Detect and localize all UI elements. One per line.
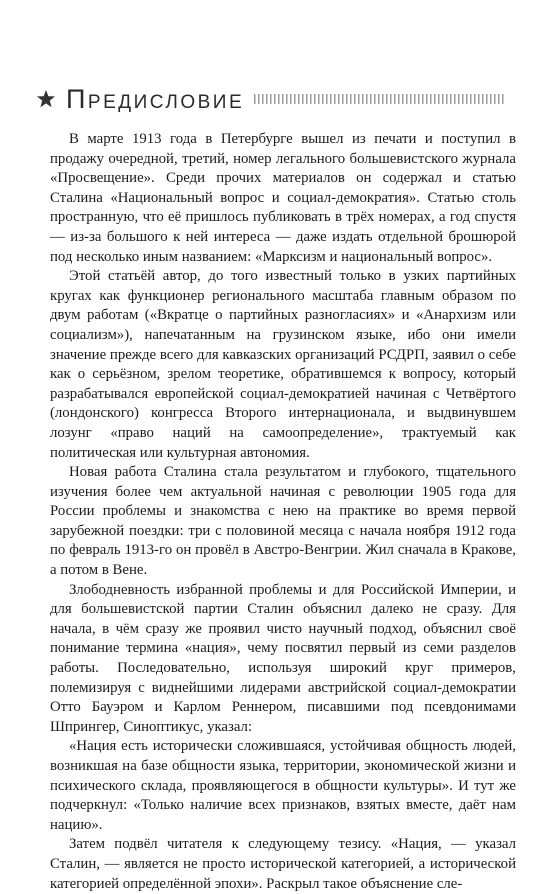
paragraph: Затем подвёл читателя к следующему тезису. «Нация, — указал Сталин, — является не просто исторической категорией, а исторической категорией определённой эпохи». Раскрыл такое объяснение сле- — [50, 836, 516, 892]
chapter-heading — [36, 84, 506, 114]
decorative-rule — [254, 94, 506, 104]
paragraph: Новая работа Сталина стала результатом и глубокого, тщательного изучения более чем актуальной начиная с революции 1905 года для России проблемы и знакомства с нею на практике во время первой зарубежной поездки: три с половиной месяца с начала ноября 1912 года по февраль 1913-го он провёл в Австро-Венгрии. Жил сначала в Кракове, а потом в Вене. — [50, 464, 516, 579]
star-icon — [36, 89, 56, 109]
paragraph: В марте 1913 года в Петербурге вышел из печати и поступил в продажу очередной, третий, номер легального большевистского журнала «Просвещение». Среди прочих материалов он содержал и статью Сталина «Национальный вопрос и социал-демократия». Статью столь пространную, что её пришлось публиковать в трёх номерах, а год спустя — из-за большого к ней интереса — даже издать отдельной брошюрой под несколько иным названием: «Марксизм и национальный вопрос». — [50, 131, 516, 265]
body-text — [50, 130, 516, 894]
paragraph: «Нация есть исторически сложившаяся, устойчивая общность людей, возникшая на базе общности языка, территории, экономической жизни и психического склада, проявляющегося в общности культуры». И тут же подчеркнул: «Только наличие всех признаков, взятых вместе, даёт нам нацию». — [50, 738, 516, 833]
chapter-title: Предисловие — [66, 83, 245, 114]
paragraph: Злободневность избранной проблемы и для Российской Империи, и для большевистской партии Сталин объяснил далеко не сразу. Для начала, в чём сразу же проявил чисто научный подход, объяснил своё понимание термина «нация», чему посвятил первый из семи разделов работы. Последовательно, используя широкий круг примеров, полемизируя с виднейшими лидерами австрийской социал-демократии Отто Бауэром и Карлом Реннером, писавшими под псевдонимами Шпрингер, Синоптикус, указал: — [50, 581, 516, 735]
paragraph: Этой статьёй автор, до того известный только в узких партийных кругах как функционер регионального масштаба главным образом по двум работам («Вкратце о партийных разногласиях» и «Анархизм или социализм»), напечатанным на грузинском языке, ибо они имели значение прежде всего для кавказских организаций РСДРП, заявил о себе как о серьёзном, зрелом теоретике, обратившемся к вопросу, который разрабатывался европейской социал-демократией начиная с Четвёртого (лондонского) конгресса Второго интернационала, и выдвинувшем лозунг «право наций на самоопределение», трактуемый как политическая или культурная автономия. — [50, 268, 516, 461]
